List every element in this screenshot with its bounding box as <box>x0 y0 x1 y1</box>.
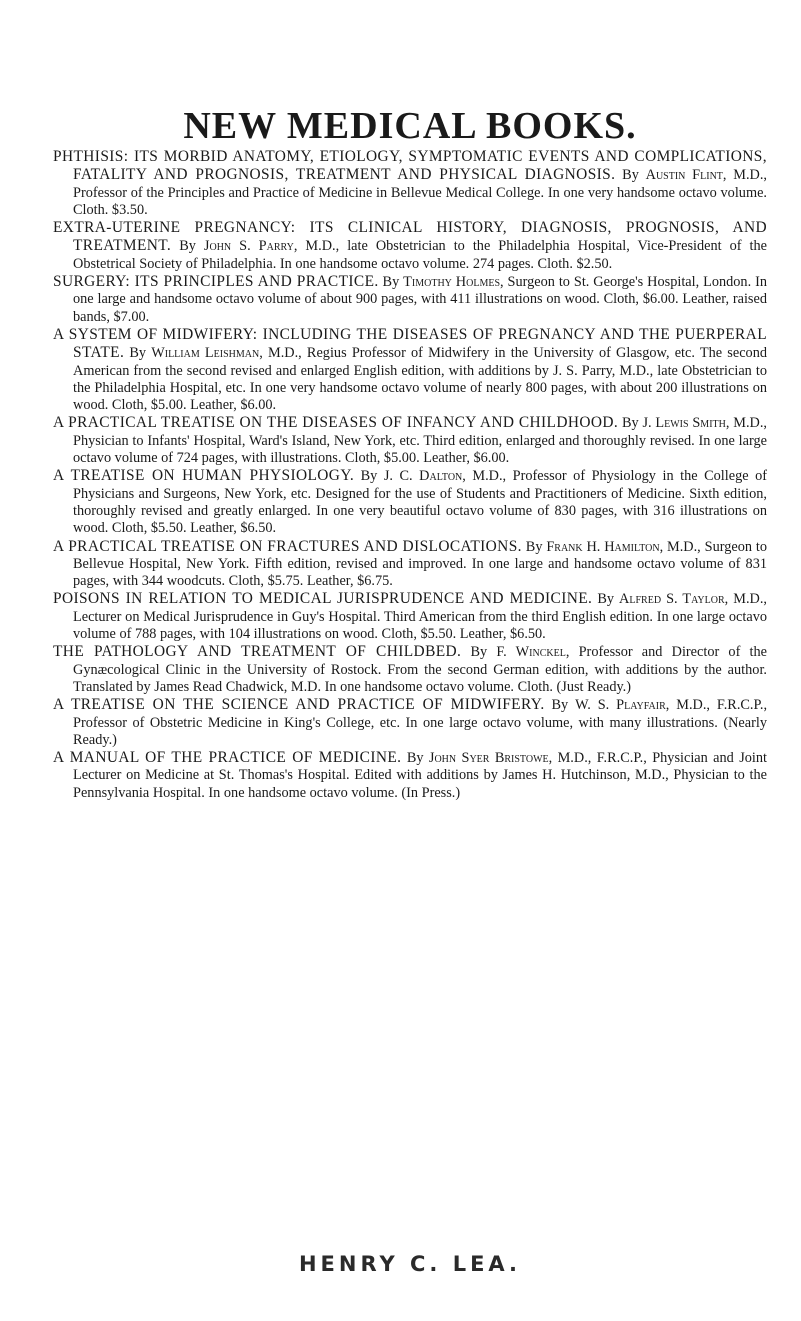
by-label: By <box>470 644 488 661</box>
book-author: F. Winckel <box>496 644 566 661</box>
book-title: A TREATISE ON THE SCIENCE AND PRACTICE OF MIDWIFERY. <box>53 696 545 714</box>
book-title: POISONS IN RELATION TO MEDICAL JURISPRUDENCE AND MEDICINE. <box>53 590 593 608</box>
book-entry <box>53 219 767 273</box>
book-description: , Surgeon to St. George's Hospital, London. In one large and handsome octavo volume of about 900 pages, with 411 illustrations on wood. Cloth, $6.00. Leather, raised bands, $7.00. <box>73 274 767 325</box>
book-author: Austin Flint <box>645 167 723 184</box>
book-author: William Leishman <box>151 345 260 362</box>
book-title: A PRACTICAL TREATISE ON FRACTURES AND DISLOCATIONS. <box>53 537 522 555</box>
book-author: Frank H. Hamilton <box>546 538 660 555</box>
book-entry <box>53 538 767 591</box>
book-description: , M.D., Professor of the Principles and Practice of Medicine in Bellevue Medical College. In one very handsome octavo volume. Cloth. $3.50. <box>73 167 768 218</box>
book-title: THE PATHOLOGY AND TREATMENT OF CHILDBED. <box>53 643 462 661</box>
book-description: , M.D., Physician to Infants' Hospital, Ward's Island, New York, etc. Third edition, enlarged and thoroughly revised. In one large octavo volume of 724 pages, with illustrations. Cloth, $5.00. Leather, $6.00. <box>73 415 767 467</box>
by-label: By <box>621 415 639 432</box>
book-description: , M.D., Surgeon to Bellevue Hospital, New York. Fifth edition, revised and improved. In one large and handsome octavo volume of 831 pages, with 344 woodcuts. Cloth, $5.75. Leather, $6.75. <box>73 538 767 590</box>
by-label: By <box>551 697 569 714</box>
book-description: , M.D., F.R.C.P., Professor of Obstetric Medicine in King's College, etc. In one large octavo volume, with many illustrations. (Nearly Ready.) <box>73 697 768 748</box>
book-entry <box>53 148 767 219</box>
book-title: A MANUAL OF THE PRACTICE OF MEDICINE. <box>53 749 402 767</box>
by-label: By <box>382 274 400 291</box>
book-description: , Professor and Director of the Gynæcological Clinic in the University of Rostock. From the second German edition, with additions by the author. Translated by James Read Chadwick, M.D. In one handsome octavo volume. Cloth. (Just Ready.) <box>73 644 767 695</box>
book-entry <box>53 467 767 537</box>
book-entry <box>53 643 767 696</box>
book-description: , M.D., Professor of Physiology in the College of Physicians and Surgeons, New York, etc. Designed for the use of Students and Practitioners of Medicine. Sixth edition, thoroughly revised and greatly enlarged. In one very beautiful octavo volume of 830 pages, with 316 illustrations on wood. Cloth, $5.50. Leather, $6.50. <box>73 468 768 537</box>
book-author: J. Lewis Smith <box>642 415 726 432</box>
book-title: A SYSTEM OF MIDWIFERY: INCLUDING THE DISEASES OF PREGNANCY AND THE PUERPERAL STATE. <box>53 325 767 362</box>
book-author: John S. Parry <box>203 238 294 255</box>
book-description: , M.D., Lecturer on Medical Jurisprudence in Guy's Hospital. Third American from the third English edition. In one large octavo volume of 788 pages, with 104 illustrations on wood. Cloth, $5.50. Leather, $6.50. <box>73 591 767 643</box>
by-label: By <box>622 167 639 184</box>
by-label: By <box>406 750 424 767</box>
book-author: John Syer Bristowe <box>428 750 549 767</box>
book-title: A PRACTICAL TREATISE ON THE DISEASES OF INFANCY AND CHILDHOOD. <box>53 414 619 432</box>
book-description: , M.D., Regius Professor of Midwifery in the University of Glasgow, etc. The second American from the second revised and enlarged English edition, with additions by J. S. Parry, M.D., late Obstetrician to the Philadelphia Hospital, etc. In one very handsome octavo volume of nearly 800 pages, with about 200 illustrations on wood. Cloth, $5.00. Leather, $6.00. <box>73 345 767 414</box>
book-list <box>53 148 767 802</box>
book-description: , M.D., late Obstetrician to the Philadelphia Hospital, Vice-President of the Obstetrical Society of Philadelphia. In one handsome octavo volume. 274 pages. Cloth. $2.50. <box>73 238 768 272</box>
by-label: By <box>360 468 378 485</box>
book-title: SURGERY: ITS PRINCIPLES AND PRACTICE. <box>53 273 379 291</box>
book-title: PHTHISIS: ITS MORBID ANATOMY, ETIOLOGY, SYMPTOMATIC EVENTS AND COMPLICATIONS, FATALITY AND PROGNOSIS, TREATMENT AND PHYSICAL DIAGNOSIS. <box>53 148 767 184</box>
by-label: By <box>525 538 543 555</box>
publisher-imprint: HENRY C. LEA. <box>298 1252 522 1276</box>
book-title: EXTRA-UTERINE PREGNANCY: ITS CLINICAL HISTORY, DIAGNOSIS, PROGNOSIS, AND TREATMENT. <box>53 219 767 255</box>
book-author: Alfred S. Taylor <box>619 591 725 608</box>
book-entry <box>53 749 767 802</box>
book-author: Timothy Holmes <box>403 274 501 291</box>
book-author: W. S. Playfair <box>575 697 666 714</box>
book-entry <box>53 326 767 414</box>
page-title: NEW MEDICAL BOOKS. <box>183 105 637 147</box>
book-entry <box>53 590 767 643</box>
book-entry <box>53 273 767 326</box>
book-entry <box>53 696 767 749</box>
book-description: , M.D., F.R.C.P., Physician and Joint Lecturer on Medicine at St. Thomas's Hospital. Edited with additions by James H. Hutchinson, M.D., Physician to the Pennsylvania Hospital. In one handsome octavo volume. (In Press.) <box>73 750 768 801</box>
book-author: J. C. Dalton <box>383 468 463 485</box>
by-label: By <box>597 591 615 608</box>
by-label: By <box>129 345 147 362</box>
book-title: A TREATISE ON HUMAN PHYSIOLOGY. <box>53 467 355 485</box>
book-entry <box>53 414 767 467</box>
by-label: By <box>179 238 196 255</box>
